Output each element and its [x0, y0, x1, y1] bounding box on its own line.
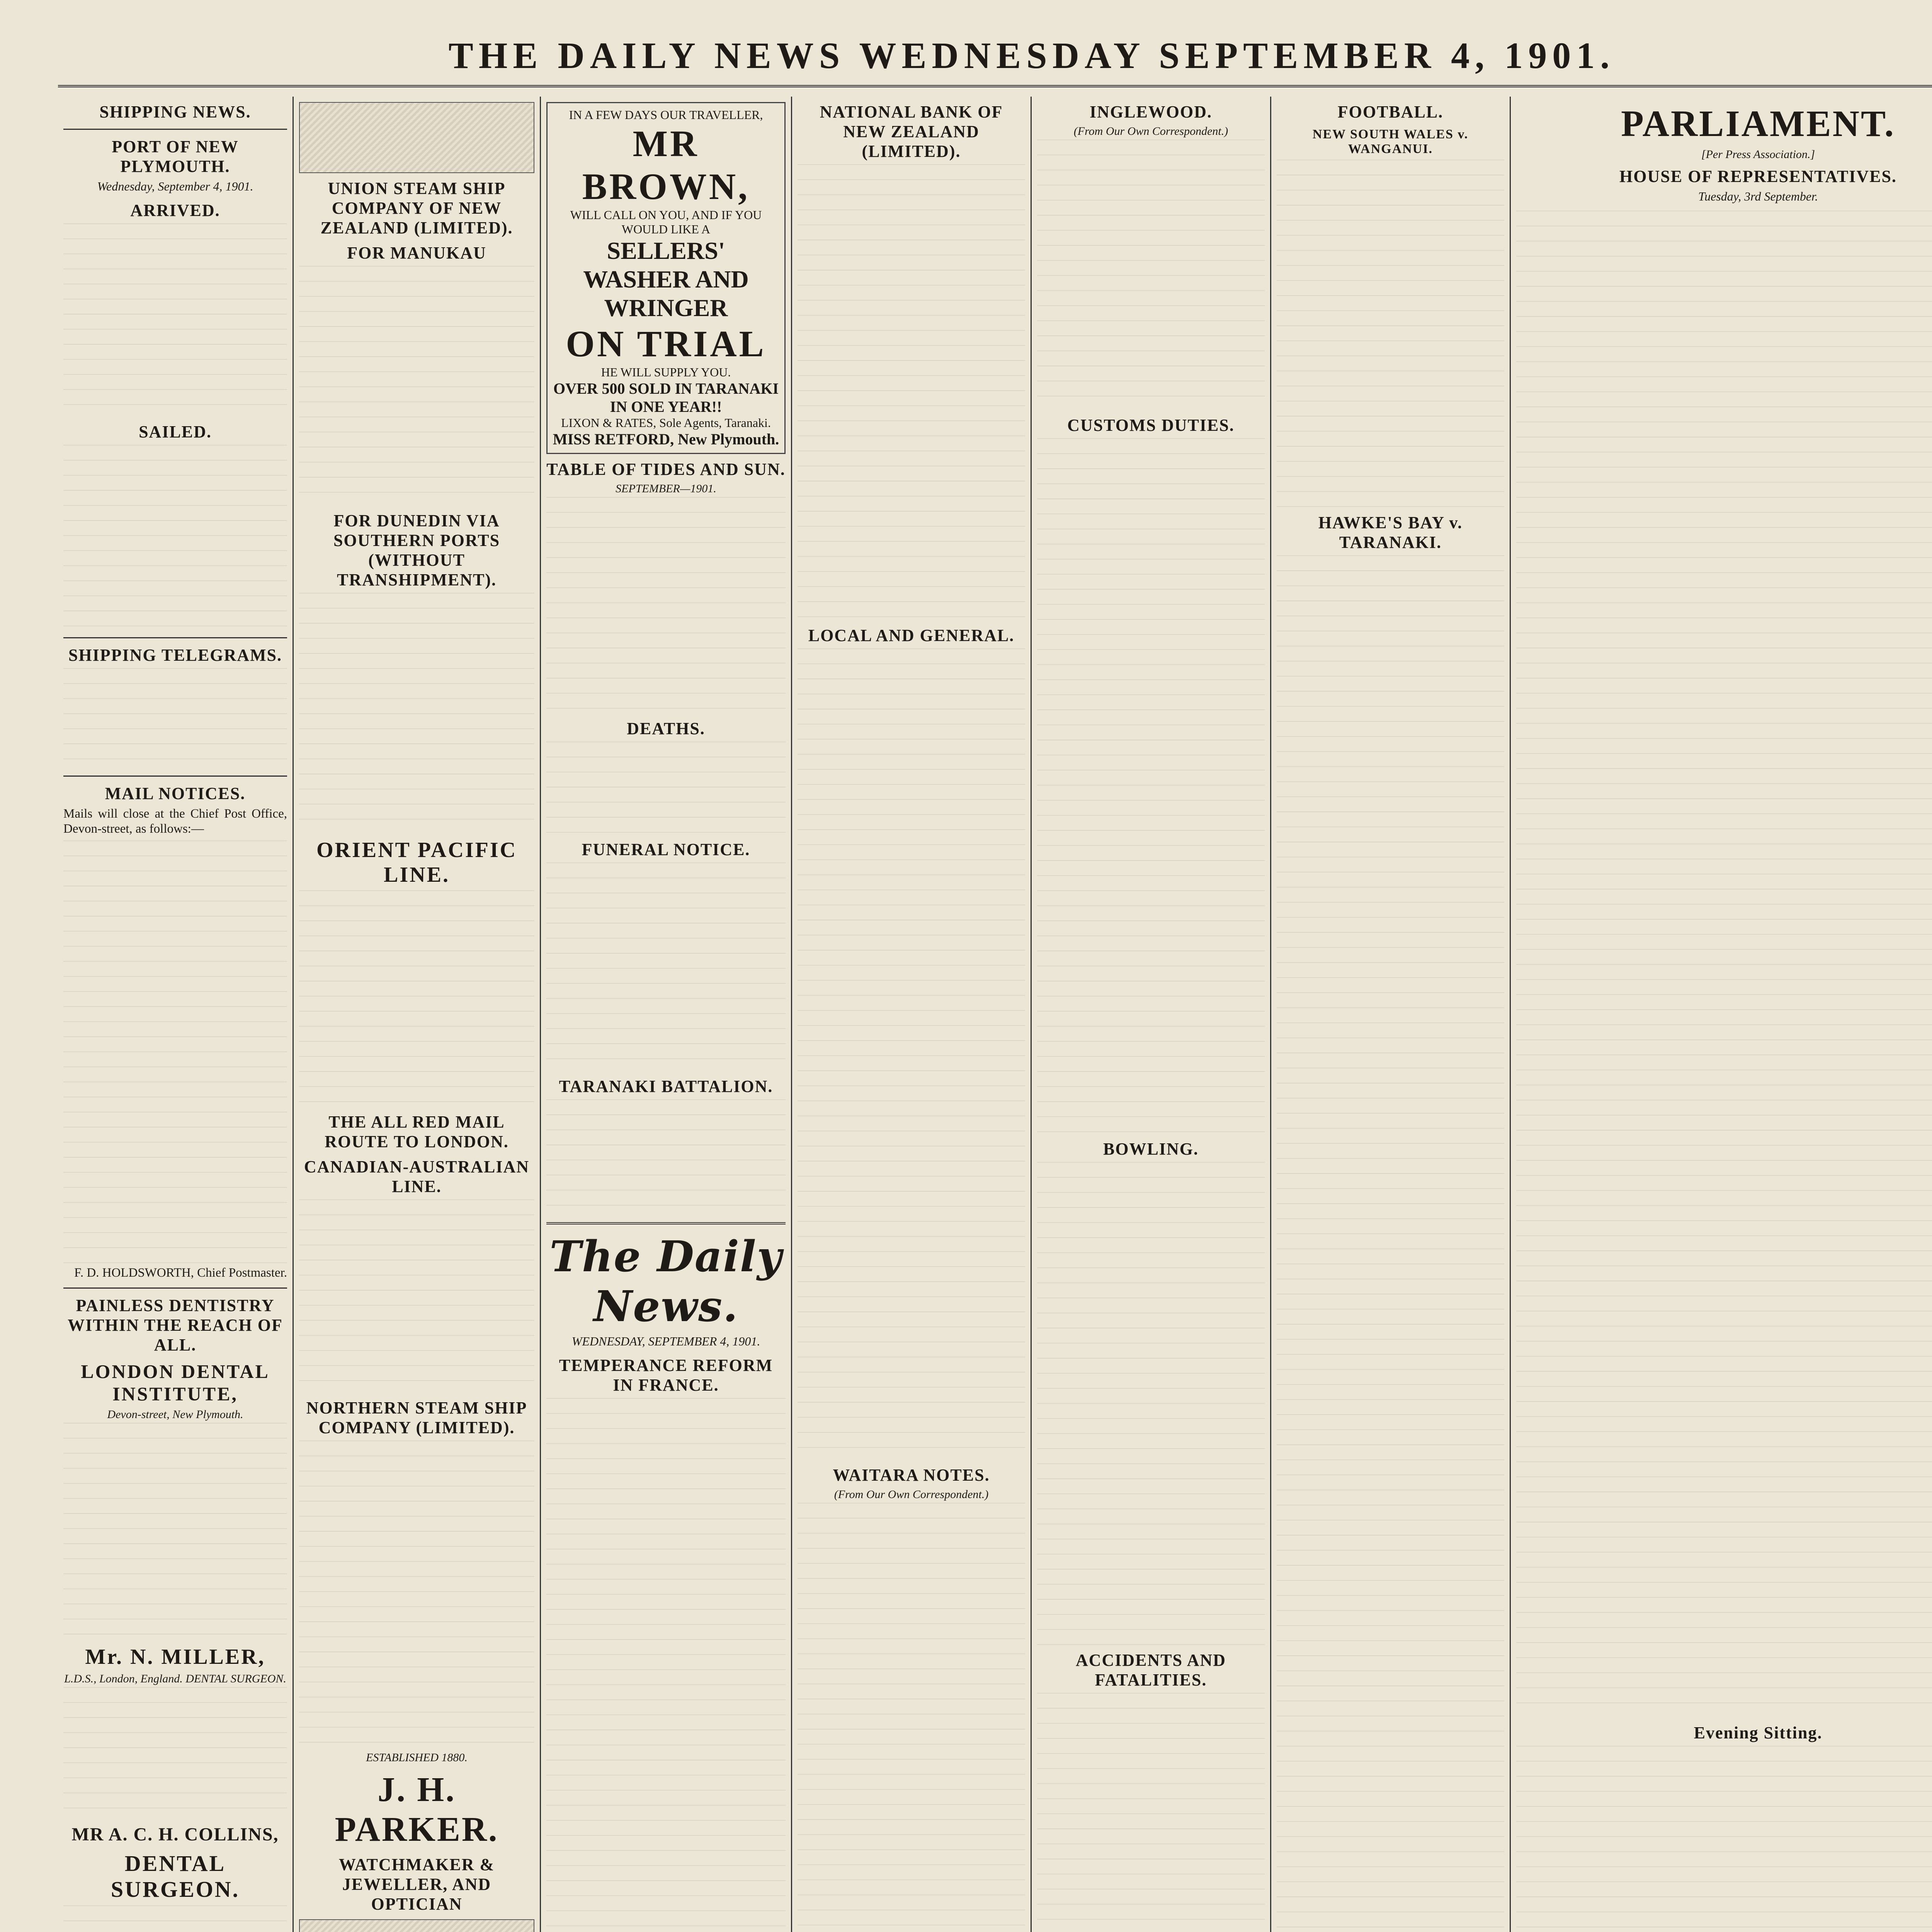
brown-trial: ON TRIAL [566, 323, 766, 364]
house-heading: HOUSE OF REPRESENTATIVES. [1619, 167, 1897, 186]
evening-text [1516, 1746, 1932, 1932]
parliament-subheading: [Per Press Association.] [1701, 148, 1815, 161]
sailed-heading: SAILED. [139, 422, 212, 441]
tides-table [546, 497, 786, 713]
divider [63, 776, 287, 777]
hawkes-text [1277, 555, 1504, 1932]
telegrams-text [63, 668, 287, 769]
postmaster: F. D. HOLDSWORTH, Chief Postmaster. [74, 1266, 287, 1280]
dunedin-text [299, 593, 534, 832]
brown-name: MR BROWN, [582, 123, 750, 207]
arrived-heading: ARRIVED. [130, 201, 220, 220]
mail-text [63, 840, 287, 1265]
bank-text [798, 164, 1025, 620]
dental-heading: PAINLESS DENTISTRY WITHIN THE REACH OF ALL. [68, 1296, 283, 1354]
divider [63, 637, 287, 638]
local-heading: LOCAL AND GENERAL. [808, 626, 1015, 645]
sailed-text [63, 445, 287, 630]
sellers-washer-advert [546, 102, 786, 454]
funeral-text [546, 862, 786, 1071]
column-parliament [1511, 97, 1932, 1932]
waitara-heading: WAITARA NOTES. [833, 1466, 990, 1485]
bowling-heading: BOWLING. [1103, 1139, 1199, 1158]
parker-name: J. H. PARKER. [335, 1770, 499, 1849]
brown-firm: LIXON & RATES, Sole Agents, Taranaki. [561, 416, 771, 430]
tides-heading: TABLE OF TIDES AND SUN. [546, 460, 786, 479]
column-local-news [792, 97, 1032, 1932]
column-daily-news [541, 97, 792, 1932]
canadian-heading: CANADIAN-AUSTRALIAN LINE. [304, 1157, 530, 1196]
allred-heading: THE ALL RED MAIL ROUTE TO LONDON. [325, 1112, 509, 1151]
canadian-text [299, 1199, 534, 1393]
port-heading: PORT OF NEW PLYMOUTH. [112, 137, 239, 176]
football-subheading: NEW SOUTH WALES v. WANGANUI. [1312, 127, 1469, 156]
local-text [798, 648, 1025, 1460]
inglewood-subheading: (From Our Own Correspondent.) [1073, 125, 1228, 138]
shipping-date: Wednesday, September 4, 1901. [97, 179, 253, 193]
deaths-text [546, 742, 786, 834]
tides-subheading: SEPTEMBER—1901. [616, 482, 716, 495]
orient-heading: ORIENT PACIFIC LINE. [316, 838, 517, 887]
northern-heading: NORTHERN STEAM SHIP COMPANY (LIMITED). [306, 1398, 527, 1437]
deaths-heading: DEATHS. [627, 719, 705, 738]
miller-text [63, 1687, 287, 1818]
inglewood-text [1037, 139, 1265, 410]
football-heading: FOOTBALL. [1337, 102, 1444, 121]
hawkes-heading: HAWKE'S BAY v. TARANAKI. [1318, 513, 1463, 552]
brown-intro: IN A FEW DAYS OUR TRAVELLER, [569, 108, 763, 122]
manukau-heading: FOR MANUKAU [347, 243, 486, 262]
parker-sub: WATCHMAKER & JEWELLER, AND OPTICIAN [338, 1855, 495, 1913]
shipping-heading: SHIPPING NEWS. [99, 102, 251, 121]
collins-sub: DENTAL SURGEON. [111, 1851, 240, 1902]
daily-news-date: WEDNESDAY, SEPTEMBER 4, 1901. [571, 1334, 760, 1348]
inglewood-heading: INGLEWOOD. [1089, 102, 1213, 121]
established-note: ESTABLISHED 1880. [366, 1751, 468, 1764]
taranaki-heading: TARANAKI BATTALION. [559, 1077, 773, 1096]
parliament-heading: PARLIAMENT. [1621, 103, 1895, 144]
miller-sub: L.D.S., London, England. DENTAL SURGEON. [64, 1672, 286, 1685]
steamship-illustration [299, 102, 534, 173]
daily-news-title: The Daily News. [549, 1231, 782, 1331]
column-advertisements [294, 97, 541, 1932]
collins-text [63, 1905, 287, 1932]
divider [63, 129, 287, 130]
columns [58, 97, 1932, 1932]
dunedin-heading: FOR DUNEDIN VIA SOUTHERN PORTS (WITHOUT TRANSHIPMENT). [333, 511, 500, 589]
orient-text [299, 890, 534, 1107]
column-shipping [58, 97, 294, 1932]
accidents-text [1037, 1693, 1265, 1932]
divider [63, 1287, 287, 1289]
divider [546, 1222, 786, 1225]
column-football [1271, 97, 1511, 1932]
football-text [1277, 160, 1504, 507]
customs-table [1037, 438, 1265, 1134]
masthead-title: THE DAILY NEWS WEDNESDAY SEPTEMBER 4, 1901. [448, 35, 1615, 76]
temperance-text [546, 1398, 786, 1932]
parker-shop-illustration [299, 1919, 534, 1932]
dental-institute: LONDON DENTAL INSTITUTE, [81, 1361, 270, 1405]
waitara-text [798, 1503, 1025, 1932]
telegrams-heading: SHIPPING TELEGRAMS. [68, 646, 282, 665]
masthead [58, 27, 1932, 87]
bowling-text [1037, 1162, 1265, 1645]
union-steam-heading: UNION STEAM SHIP COMPANY OF NEW ZEALAND (LIMITED). [320, 179, 513, 237]
brown-agent: MISS RETFORD, New Plymouth. [553, 430, 779, 448]
mail-intro: Mails will close at the Chief Post Office, Devon-street, as follows:— [63, 807, 287, 836]
manukau-text [299, 266, 534, 505]
customs-heading: CUSTOMS DUTIES. [1067, 416, 1235, 435]
brown-product: SELLERS' WASHER AND WRINGER [583, 237, 749, 321]
arrived-text [63, 223, 287, 417]
dental-address: Devon-street, New Plymouth. [107, 1408, 243, 1421]
taranaki-text [546, 1099, 786, 1215]
miller-name: Mr. N. MILLER, [85, 1645, 265, 1669]
dental-text [63, 1423, 287, 1639]
brown-sold: OVER 500 SOLD IN TARANAKI IN ONE YEAR!! [553, 380, 779, 415]
temperance-heading: TEMPERANCE REFORM IN FRANCE. [559, 1356, 773, 1395]
mail-heading: MAIL NOTICES. [105, 784, 246, 803]
waitara-subheading: (From Our Own Correspondent.) [834, 1488, 989, 1501]
northern-text [299, 1440, 534, 1750]
bank-heading: NATIONAL BANK OF NEW ZEALAND (LIMITED). [820, 102, 1003, 161]
column-district-news [1032, 97, 1271, 1932]
brown-supply: HE WILL SUPPLY YOU. [601, 365, 731, 379]
funeral-heading: FUNERAL NOTICE. [582, 840, 750, 859]
evening-heading: Evening Sitting. [1694, 1723, 1823, 1742]
accidents-heading: ACCIDENTS AND FATALITIES. [1075, 1651, 1226, 1689]
newspaper-page [58, 27, 1932, 1932]
collins-name: MR A. C. H. COLLINS, [71, 1824, 279, 1845]
brown-text: WILL CALL ON YOU, AND IF YOU WOULD LIKE A [570, 208, 762, 236]
house-date: Tuesday, 3rd September. [1698, 189, 1818, 203]
house-text [1516, 211, 1932, 1718]
